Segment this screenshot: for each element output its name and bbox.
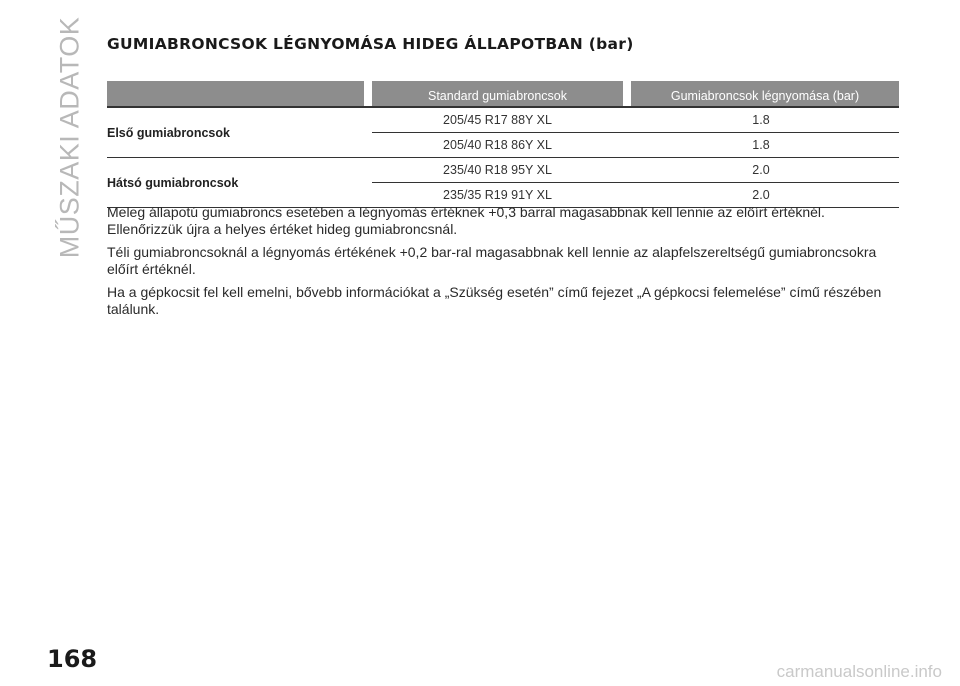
page-number: 168 [47, 645, 98, 673]
table-row [372, 108, 899, 132]
header-standard-tires: Standard gumiabroncsok [372, 81, 623, 106]
tire-size-cell: 205/40 R18 86Y XL [443, 138, 552, 152]
table-row [372, 158, 899, 182]
pressure-cell: 1.8 [752, 138, 770, 152]
group-label-rear: Hátsó gumiabroncsok [107, 175, 239, 190]
tire-size-cell: 235/40 R18 95Y XL [443, 163, 552, 177]
pressure-cell: 1.8 [752, 113, 770, 127]
table-group-front [107, 108, 899, 158]
header-tire-pressure: Gumiabroncsok légnyomása (bar) [631, 81, 899, 106]
paragraph-warm-tire: Meleg állapotú gumiabroncs esetében a légnyomás értéknek +0,3 barral magasabbnak kell lennie az előírt értéknél. Ellenőrizzük újra a helyes értéket hideg gumiabroncsnál. [107, 204, 825, 237]
section-side-label-text: MŰSZAKI ADATOK [54, 16, 85, 259]
table-group-rear [107, 158, 899, 208]
page-title: GUMIABRONCSOK LÉGNYOMÁSA HIDEG ÁLLAPOTBAN (bar) [107, 35, 634, 53]
paragraph-winter-tire: Téli gumiabroncsoknál a légnyomás értékének +0,2 bar-ral magasabbnak kell lennie az alapfelszereltségű gumiabroncsokra előírt értéknél. [107, 244, 877, 277]
pressure-cell: 2.0 [752, 163, 770, 177]
tire-size-cell: 235/35 R19 91Y XL [443, 188, 552, 202]
table-header [107, 81, 899, 106]
paragraph-lifting: Ha a gépkocsit fel kell emelni, bővebb információkat a „Szükség esetén” című fejezet „A gépkocsi felemelése” című részében találunk. [107, 284, 882, 317]
header-blank-cell [107, 81, 364, 106]
body-text [107, 204, 902, 324]
section-side-label [47, 16, 93, 259]
tire-size-cell: 205/45 R17 88Y XL [443, 113, 552, 127]
group-label-front: Első gumiabroncsok [107, 125, 230, 140]
tire-pressure-table [107, 81, 899, 208]
pressure-cell: 2.0 [752, 188, 770, 202]
table-row [372, 132, 899, 157]
watermark: carmanualsonline.info [776, 662, 942, 681]
